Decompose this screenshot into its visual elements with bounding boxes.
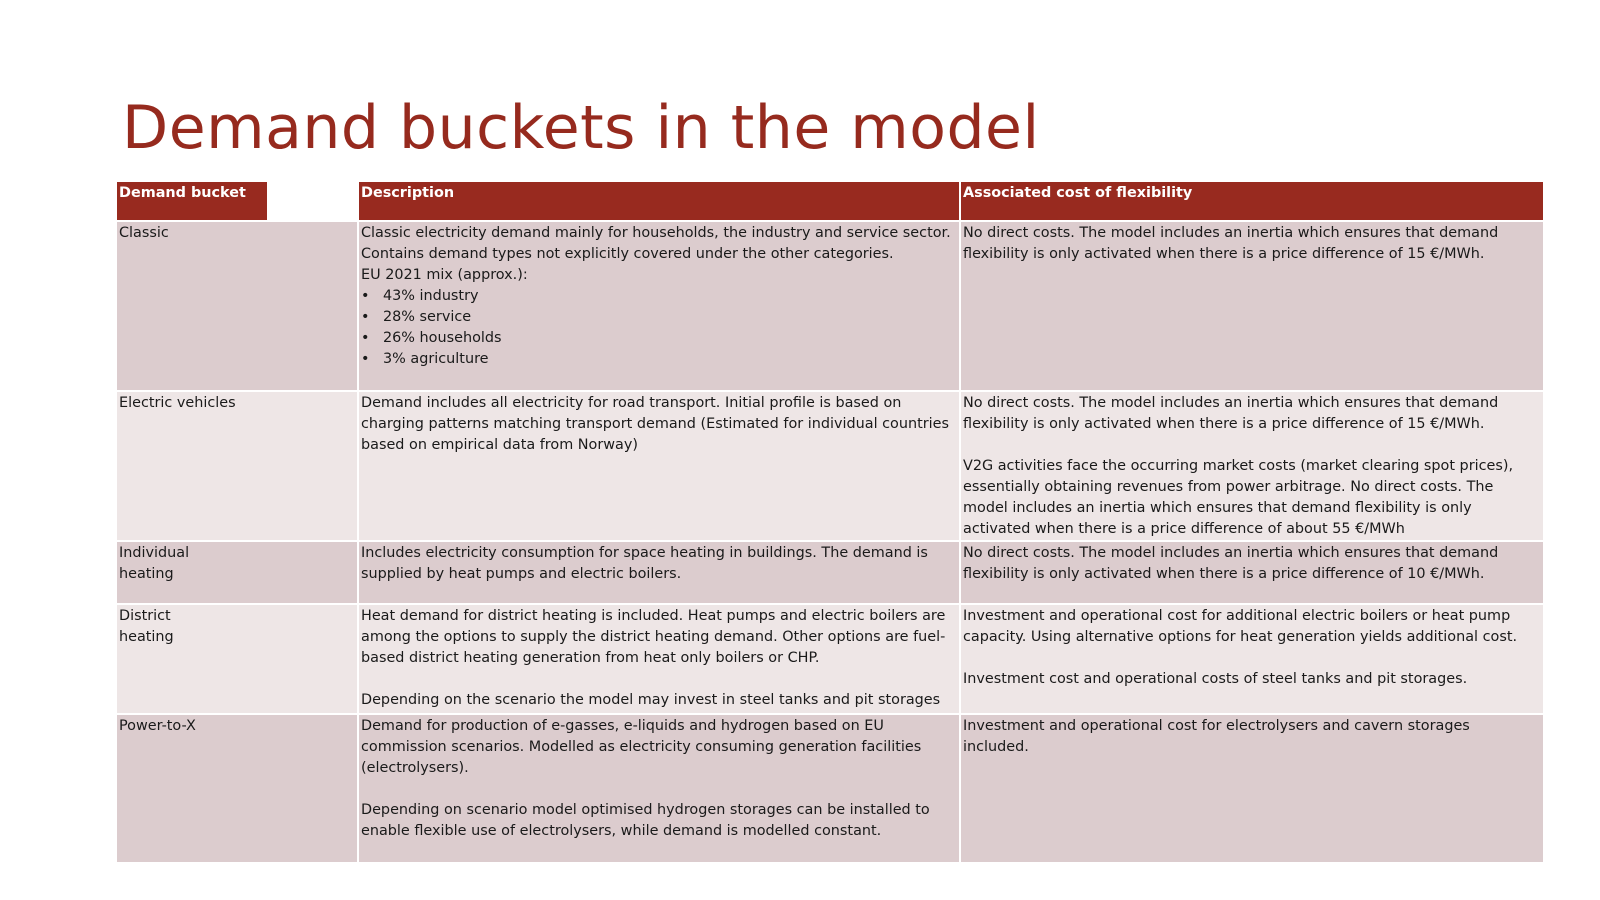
bucket-name: Classic — [119, 225, 169, 241]
header-cost-of-flexibility — [961, 182, 1543, 220]
description-text: Demand for production of e-gasses, e-liquids and hydrogen based on EU commission scenarios. Modelled as electricity consuming generation facilities (electrolysers). — [361, 718, 922, 776]
description-text: Includes electricity consumption for space heating in buildings. The demand is supplied by heat pumps and electric boilers. — [361, 545, 928, 582]
table-cell-description — [359, 392, 959, 540]
header-demand-bucket — [117, 182, 267, 220]
table-cell-bucket — [117, 222, 357, 390]
demand-buckets-table — [117, 182, 1541, 860]
header-label: Description — [361, 185, 455, 201]
table-cell-cost — [961, 392, 1543, 540]
header-label: Demand bucket — [119, 185, 246, 201]
header-label: Associated cost of flexibility — [963, 185, 1193, 201]
description-text: Demand includes all electricity for road transport. Initial profile is based on charging patterns matching transport demand (Estimated for individual countries based on empirical data from Norway) — [361, 395, 950, 453]
cost-text: No direct costs. The model includes an inertia which ensures that demand flexibility is only activated when there is a price difference of 10 €/MWh. — [963, 545, 1499, 582]
cost-text: No direct costs. The model includes an inertia which ensures that demand flexibility is only activated when there is a price difference of 15 €/MWh. — [963, 395, 1499, 432]
description-text: Heat demand for district heating is included. Heat pumps and electric boilers are among the options to supply the district heating demand. Other options are fuel-based district heating generation from heat only boilers or CHP. — [361, 608, 946, 666]
mix-bullet-list — [361, 286, 956, 370]
cost-text: Investment and operational cost for additional electric boilers or heat pump capacity. Using alternative options for heat generation yields additional cost. — [963, 608, 1518, 645]
list-item: • 43% industry — [361, 286, 956, 307]
table-cell-bucket — [117, 392, 357, 540]
cost-text: Investment and operational cost for electrolysers and cavern storages included. — [963, 718, 1470, 755]
bucket-name: Power-to-X — [119, 718, 196, 734]
cost-text: V2G activities face the occurring market costs (market clearing spot prices), essentially obtaining revenues from power arbitrage. No direct costs. The model includes an inertia which ensures that demand flexibility is only activated when there is a price difference of about 55 €/MWh — [963, 458, 1514, 537]
table-cell-bucket — [117, 605, 357, 713]
table-cell-bucket — [117, 715, 357, 862]
table-cell-description — [359, 542, 959, 603]
list-item: • 26% households — [361, 328, 956, 349]
cost-text: Investment cost and operational costs of steel tanks and pit storages. — [963, 671, 1468, 687]
description-text: EU 2021 mix (approx.): — [361, 267, 528, 283]
bucket-name: Individual heating — [119, 545, 190, 582]
description-text: Classic electricity demand mainly for households, the industry and service sector. Contains demand types not explicitly covered under the other categories. — [361, 225, 951, 262]
bucket-name: District heating — [119, 608, 174, 645]
table-cell-description — [359, 715, 959, 862]
description-text: Depending on the scenario the model may invest in steel tanks and pit storages — [361, 692, 941, 708]
list-item: • 28% service — [361, 307, 956, 328]
table-cell-cost — [961, 542, 1543, 603]
table-cell-description — [359, 605, 959, 713]
description-text: Depending on scenario model optimised hydrogen storages can be installed to enable flexible use of electrolysers, while demand is modelled constant. — [361, 802, 930, 839]
cost-text: No direct costs. The model includes an inertia which ensures that demand flexibility is only activated when there is a price difference of 15 €/MWh. — [963, 225, 1499, 262]
table-cell-cost — [961, 715, 1543, 862]
table-cell-cost — [961, 605, 1543, 713]
table-cell-description — [359, 222, 959, 390]
bucket-name: Electric vehicles — [119, 395, 236, 411]
table-cell-cost — [961, 222, 1543, 390]
table-cell-bucket — [117, 542, 357, 603]
list-item: • 3% agriculture — [361, 349, 956, 370]
page-title: Demand buckets in the model — [122, 93, 1040, 163]
header-description — [359, 182, 959, 220]
